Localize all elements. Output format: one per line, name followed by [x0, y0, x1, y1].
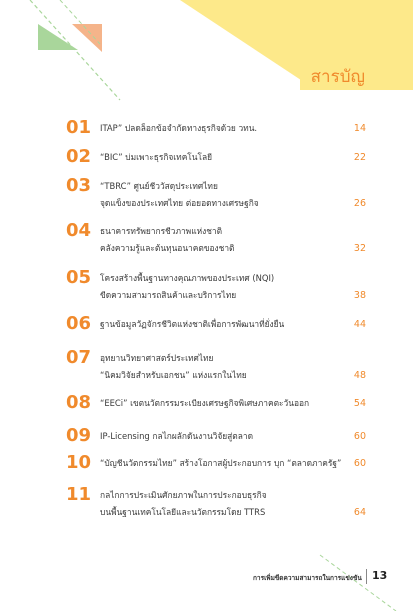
toc-entry-title — [100, 147, 366, 166]
toc-entry-number: 07 — [66, 347, 92, 368]
toc-entry[interactable] — [66, 176, 366, 212]
toc-entry-title-line: โครงสร้างพื้นฐานทางคุณภาพของประเทศ (NQI) — [100, 273, 275, 283]
toc-entry-page: 26 — [353, 198, 366, 209]
toc-entry-number: 02 — [66, 146, 92, 167]
toc-entry-number: 10 — [66, 452, 92, 473]
toc-entry-number: 08 — [66, 392, 92, 413]
toc-entry-title-line: IP-Licensing กลไกผลักดันงานวิจัยสู่ตลาด — [100, 431, 254, 441]
toc-entry-title-line: “นิคมวิจัยสำหรับเอกชน” แห่งแรกในไทย — [100, 370, 247, 380]
toc-entry-title — [100, 485, 366, 521]
toc-entry-title — [100, 268, 366, 304]
toc-entry[interactable] — [66, 426, 366, 446]
toc-entry-number: 06 — [66, 313, 92, 334]
toc-entry-title-line: จุดแข็งของประเทศไทย ต่อยอดทางเศรษฐกิจ — [100, 198, 259, 208]
footer-divider — [366, 569, 367, 584]
toc-entry[interactable] — [66, 393, 366, 413]
toc-entry-page: 32 — [353, 243, 366, 254]
toc-entry-title-line: ขีดความสามารถสินค้าและบริการไทย — [100, 290, 237, 300]
toc-entry-title — [100, 176, 366, 212]
toc-entry-title-line: ธนาคารทรัพยากรชีวภาพแห่งชาติ — [100, 226, 223, 236]
footer-text: การเพิ่มขีดความสามารถในการแข่งขัน — [253, 574, 362, 582]
toc-entry-number: 05 — [66, 267, 92, 288]
toc-entry-title — [100, 348, 366, 384]
toc-entry-title-line: กลไกการประเมินศักยภาพในการประกอบธุรกิจ — [100, 490, 267, 500]
toc-entry[interactable] — [66, 453, 366, 473]
toc-entry[interactable] — [66, 118, 366, 138]
toc-entry-page: 38 — [353, 290, 366, 301]
green-triangle-shape — [38, 24, 78, 50]
toc-entry-number: 11 — [66, 484, 92, 505]
toc-entry-page: 22 — [353, 152, 366, 163]
toc-entry-title — [100, 453, 366, 472]
peach-triangle-shape — [72, 24, 102, 52]
dashed-diagonal-line-3 — [320, 555, 396, 611]
toc-entry-title-line: บนพื้นฐานเทคโนโลยีและนวัตกรรมโดย TTRS — [100, 507, 266, 517]
toc-entry-page: 60 — [353, 431, 366, 442]
toc-entry-title-line: “BIC” บ่มเพาะธุรกิจเทคโนโลยี — [100, 152, 213, 162]
toc-entry-title-line: อุทยานวิทยาศาสตร์ประเทศไทย — [100, 353, 214, 363]
toc-entry-title-line: “บัญชีนวัตกรรมไทย” สร้างโอกาสผู้ประกอบการ บุก “ตลาดภาครัฐ” — [100, 458, 342, 468]
toc-entry[interactable] — [66, 485, 366, 521]
toc-entry-title-line: ฐานข้อมูลวัฏจักรชีวิตแห่งชาติเพื่อการพัฒนาที่ยั่งยืน — [100, 319, 285, 329]
toc-entry[interactable] — [66, 348, 366, 384]
toc-entry-number: 09 — [66, 425, 92, 446]
toc-entry-page: 60 — [353, 458, 366, 469]
toc-entry-title — [100, 314, 366, 333]
toc-entry-title-line: ITAP” ปลดล็อกข้อจำกัดทางธุรกิจด้วย วทน. — [100, 123, 258, 133]
toc-entry-title — [100, 393, 366, 412]
toc-entry[interactable] — [66, 147, 366, 167]
toc-entry-title-line: “TBRC” ศูนย์ชีววัสดุประเทศไทย — [100, 181, 218, 191]
toc-entry-number: 01 — [66, 117, 92, 138]
page-title: สารบัญ — [310, 67, 365, 87]
toc-entry-title — [100, 221, 366, 257]
footer-page-number: 13 — [372, 569, 388, 582]
toc-entry-number: 04 — [66, 220, 92, 241]
toc-entry-page: 54 — [353, 398, 366, 409]
toc-entry-title — [100, 118, 366, 137]
toc-entry-page: 14 — [353, 123, 366, 134]
toc-entry[interactable] — [66, 221, 366, 257]
toc-entry[interactable] — [66, 314, 366, 334]
toc-entry-title-line: “EECi” เขตนวัตกรรมระเบียงเศรษฐกิจพิเศษภาคตะวันออก — [100, 398, 310, 408]
toc-entry-page: 48 — [353, 370, 366, 381]
toc-entry-title — [100, 426, 366, 445]
toc-entry-page: 64 — [353, 507, 366, 518]
toc-entry[interactable] — [66, 268, 366, 304]
toc-entry-title-line: คลังความรู้และต้นทุนอนาคตของชาติ — [100, 243, 235, 253]
toc-entry-number: 03 — [66, 175, 92, 196]
dashed-diagonal-line-2 — [60, 0, 100, 44]
toc-entry-page: 44 — [353, 319, 366, 330]
